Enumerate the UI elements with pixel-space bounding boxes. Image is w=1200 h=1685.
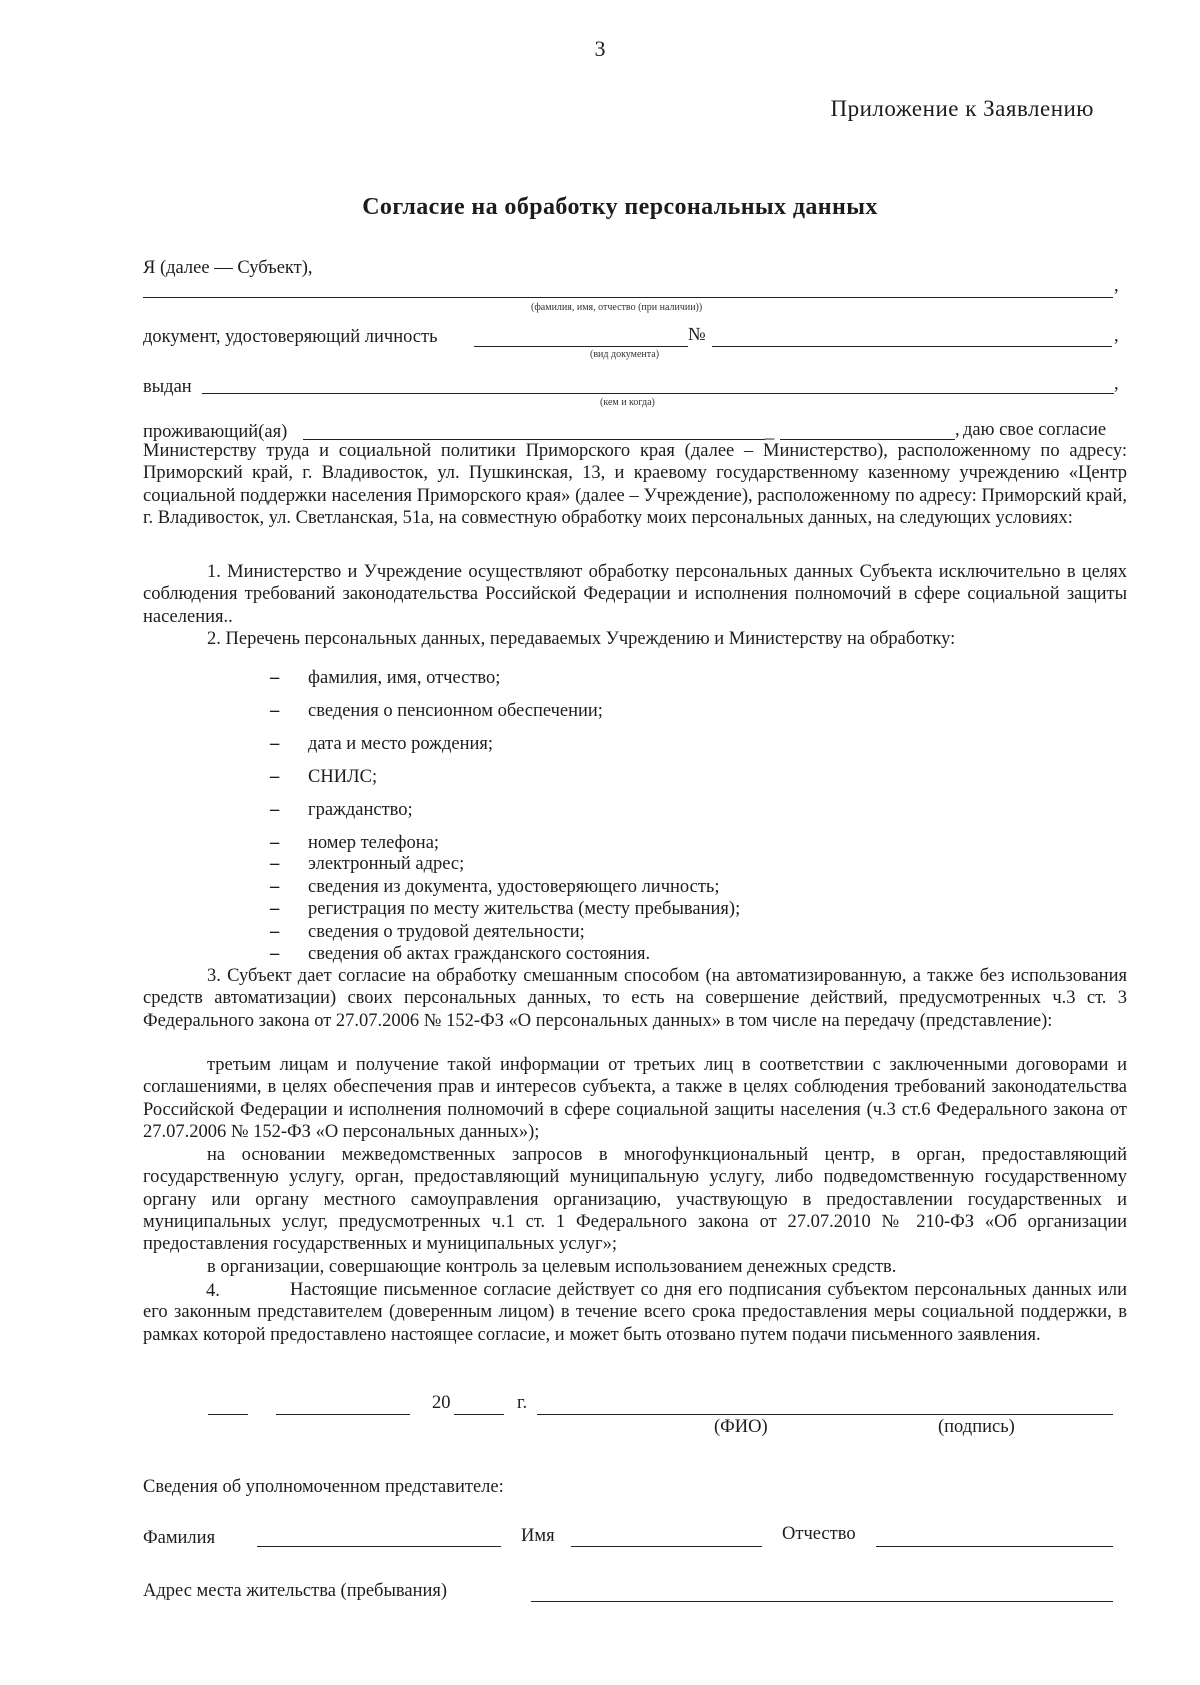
page-number: 3 bbox=[594, 36, 606, 61]
date-day-field[interactable] bbox=[208, 1414, 248, 1415]
number-sign: № bbox=[688, 325, 706, 345]
doc-number-field[interactable] bbox=[712, 346, 1112, 347]
patronymic-field[interactable] bbox=[876, 1546, 1113, 1547]
list-item: – дата и место рождения; bbox=[270, 734, 494, 754]
consent-phrase: даю свое согласие bbox=[963, 420, 1107, 440]
name-field[interactable] bbox=[571, 1546, 762, 1547]
clause-3-third-parties: третьим лицам и получение такой информации от третьих лиц в соответствии с заключенными договорами и соглашениями, в целях обеспечения прав и интересов субъекта, а также в целях соблюдения требований законодательства Российской Федерации и исполнения полномочий в сфере социальной защиты населения (ч.3 ст.6 Федерального закона от 27.07.2006 № 152-ФЗ «О персональных данных»); bbox=[143, 1055, 1127, 1142]
fio-comma: , bbox=[1114, 276, 1119, 296]
list-item: – СНИЛС; bbox=[270, 767, 378, 787]
address-field[interactable] bbox=[531, 1601, 1113, 1602]
appendix-label: Приложение к Заявлению bbox=[830, 96, 1094, 121]
id-doc-label: документ, удостоверяющий личность bbox=[143, 327, 438, 347]
doc-comma: , bbox=[1114, 326, 1119, 346]
fio-signature-field[interactable] bbox=[537, 1414, 1113, 1415]
list-item: – фамилия, имя, отчество; bbox=[270, 668, 501, 688]
clause-3: 3. Субъект дает согласие на обработку смешанным способом (на автоматизированную, а также без использования средств автоматизации) своих персональных данных, то есть на совершение действий, предусмотренных ч.3 ст. 3 Федерального закона от 27.07.2006 № 152-ФЗ «О персональных данных» в том числе на передачу (представление): bbox=[143, 966, 1127, 1031]
residing-comma: , bbox=[955, 420, 960, 440]
document-title: Согласие на обработку персональных данных bbox=[362, 194, 878, 220]
doc-type-caption: (вид документа) bbox=[590, 349, 660, 360]
surname-label: Фамилия bbox=[143, 1528, 216, 1548]
clause-1: 1. Министерство и Учреждение осуществляют обработку персональных данных Субъекта исключительно в целях соблюдения требований законодательства Российской Федерации и исполнения полномочий в сфере социальной защиты населения.. bbox=[143, 562, 1127, 627]
clause-4-number: 4. bbox=[206, 1281, 220, 1301]
patronymic-label: Отчество bbox=[782, 1524, 856, 1544]
list-item: – сведения о пенсионном обеспечении; bbox=[270, 701, 603, 721]
surname-field[interactable] bbox=[257, 1546, 501, 1547]
list-item: – сведения об актах гражданского состояния. bbox=[270, 944, 651, 964]
residing-label: проживающий(ая) bbox=[143, 422, 288, 442]
issued-field[interactable] bbox=[202, 393, 1114, 394]
list-item: – номер телефона; bbox=[270, 833, 440, 853]
representative-heading: Сведения об уполномоченном представителе: bbox=[143, 1477, 504, 1497]
data-list-upper bbox=[270, 662, 603, 860]
clause-3-organizations: в организации, совершающие контроль за целевым использованием денежных средств. bbox=[207, 1257, 897, 1277]
fio-caption: (фамилия, имя, отчество (при наличии)) bbox=[531, 302, 703, 313]
issued-comma: , bbox=[1114, 374, 1119, 394]
clause-3-interagency: на основании межведомственных запросов в многофункциональный центр, в орган, предоставляющий государственную услугу, орган, предоставляющий муниципальную услугу, либо подведомственную государственному органу или органу местного самоуправления организацию, участвующую в предоставлении государственных и муниципальных услуг, предусмотренных ч.1 ст. 1 Федерального закона от 27.07.2010 № 210-ФЗ «Об организации предоставления государственных и муниципальных услуг»; bbox=[143, 1145, 1127, 1255]
date-century: 20 bbox=[432, 1393, 451, 1413]
clause-2: 2. Перечень персональных данных, передаваемых Учреждению и Министерству на обработку: bbox=[207, 629, 956, 649]
intro-paragraph: Министерству труда и социальной политики Приморского края (далее – Министерство), расположенному по адресу: Приморский край, г. Владивосток, ул. Пушкинская, 13, и краевому государственному казенному учреждению «Центр социальной поддержки населения Приморского края» (далее – Учреждение), расположенному по адресу: Приморский край, г. Владивосток, ул. Светланская, 51а, на совместную обработку моих персональных данных, на следующих условиях: bbox=[143, 441, 1127, 528]
issued-caption: (кем и когда) bbox=[600, 397, 655, 408]
residing-dash: _ bbox=[765, 422, 775, 442]
data-list-lower bbox=[270, 853, 740, 966]
list-item: – электронный адрес; bbox=[270, 854, 465, 874]
date-month-field[interactable] bbox=[276, 1414, 410, 1415]
list-item: – сведения из документа, удостоверяющего личность; bbox=[270, 876, 720, 897]
address-label: Адрес места жительства (пребывания) bbox=[143, 1581, 448, 1601]
signature-label: (подпись) bbox=[938, 1417, 1015, 1437]
issued-label: выдан bbox=[143, 377, 192, 397]
list-item: – регистрация по месту жительства (месту пребывания); bbox=[270, 899, 741, 919]
date-year-field[interactable] bbox=[454, 1414, 504, 1415]
subject-label: Я (далее — Субъект), bbox=[143, 258, 313, 278]
clause-4: Настоящие письменное согласие действует со дня его подписания субъектом персональных данных или его законным представителем (доверенным лицом) в течение всего срока предоставления меры социальной поддержки, в рамках которой предоставлено настоящее согласие, и может быть отозвано путем подачи письменного заявления. bbox=[143, 1280, 1127, 1345]
list-item: – сведения о трудовой деятельности; bbox=[270, 921, 585, 942]
fio-field[interactable] bbox=[143, 297, 1113, 298]
fio-label: (ФИО) bbox=[714, 1417, 768, 1437]
date-year-suffix: г. bbox=[517, 1393, 528, 1413]
list-item: – гражданство; bbox=[270, 800, 413, 820]
doc-type-field[interactable] bbox=[474, 346, 688, 347]
name-label: Имя bbox=[521, 1526, 555, 1546]
